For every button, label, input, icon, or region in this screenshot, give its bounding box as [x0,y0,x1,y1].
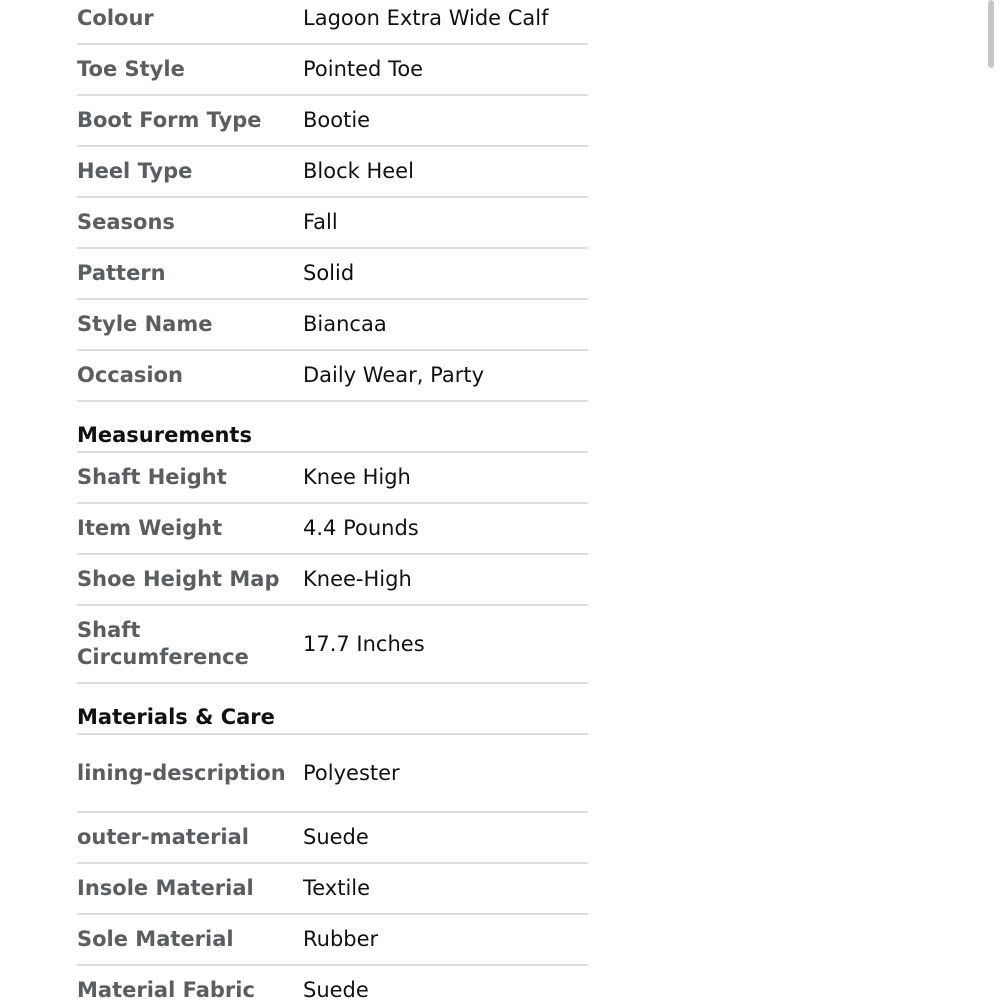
spec-label: lining-description [77,760,286,785]
spec-row-toe-style [77,45,588,96]
spec-row-heel-type [77,147,588,198]
spec-label: Shaft Height [77,465,227,489]
spec-label: Insole Material [77,876,254,900]
spec-list [77,0,588,1000]
spec-label: Occasion [77,363,183,387]
spec-value: Block Heel [303,159,414,183]
section-heading-materials: Materials & Care [77,684,588,735]
spec-value: Daily Wear, Party [303,363,485,387]
spec-row-shaft-circumference [77,606,588,684]
spec-label: Pattern [77,261,166,285]
spec-value: Polyester [303,760,400,785]
section-heading-measurements: Measurements [77,402,588,453]
spec-value: Solid [303,261,355,285]
spec-row-lining-description [77,735,588,813]
spec-value: 17.7 Inches [303,631,425,656]
spec-value: Knee-High [303,567,412,591]
spec-label: Shaft Circumference [77,618,249,669]
spec-row-outer-material [77,813,588,864]
spec-value: Knee High [303,465,411,489]
spec-row-boot-form-type [77,96,588,147]
spec-value: Textile [303,876,371,900]
spec-row-occasion [77,351,588,402]
spec-value: Pointed Toe [303,57,424,81]
spec-row-item-weight [77,504,588,555]
spec-label: Material Fabric [77,978,255,1000]
spec-label: Heel Type [77,159,193,183]
spec-row-shaft-height [77,453,588,504]
spec-value: Bootie [303,108,371,132]
spec-row-material-fabric [77,966,588,1000]
spec-label: Boot Form Type [77,108,262,132]
spec-value: Suede [303,978,369,1000]
spec-value: Lagoon Extra Wide Calf [303,6,549,30]
spec-label: Toe Style [77,57,185,81]
spec-row-insole-material [77,864,588,915]
spec-label: outer-material [77,825,249,849]
spec-value: 4.4 Pounds [303,516,419,540]
spec-value: Rubber [303,927,379,951]
spec-label: Sole Material [77,927,234,951]
spec-row-pattern [77,249,588,300]
spec-value: Fall [303,210,338,234]
spec-row-style-name [77,300,588,351]
spec-label: Colour [77,6,154,30]
spec-value: Biancaa [303,312,387,336]
spec-row-sole-material [77,915,588,966]
spec-row-seasons [77,198,588,249]
spec-label: Seasons [77,210,175,234]
spec-row-colour [77,0,588,45]
spec-value: Suede [303,825,369,849]
vertical-scrollbar[interactable] [988,0,994,68]
spec-label: Item Weight [77,516,223,540]
spec-row-shoe-height-map [77,555,588,606]
spec-label: Shoe Height Map [77,567,280,591]
spec-label: Style Name [77,312,213,336]
